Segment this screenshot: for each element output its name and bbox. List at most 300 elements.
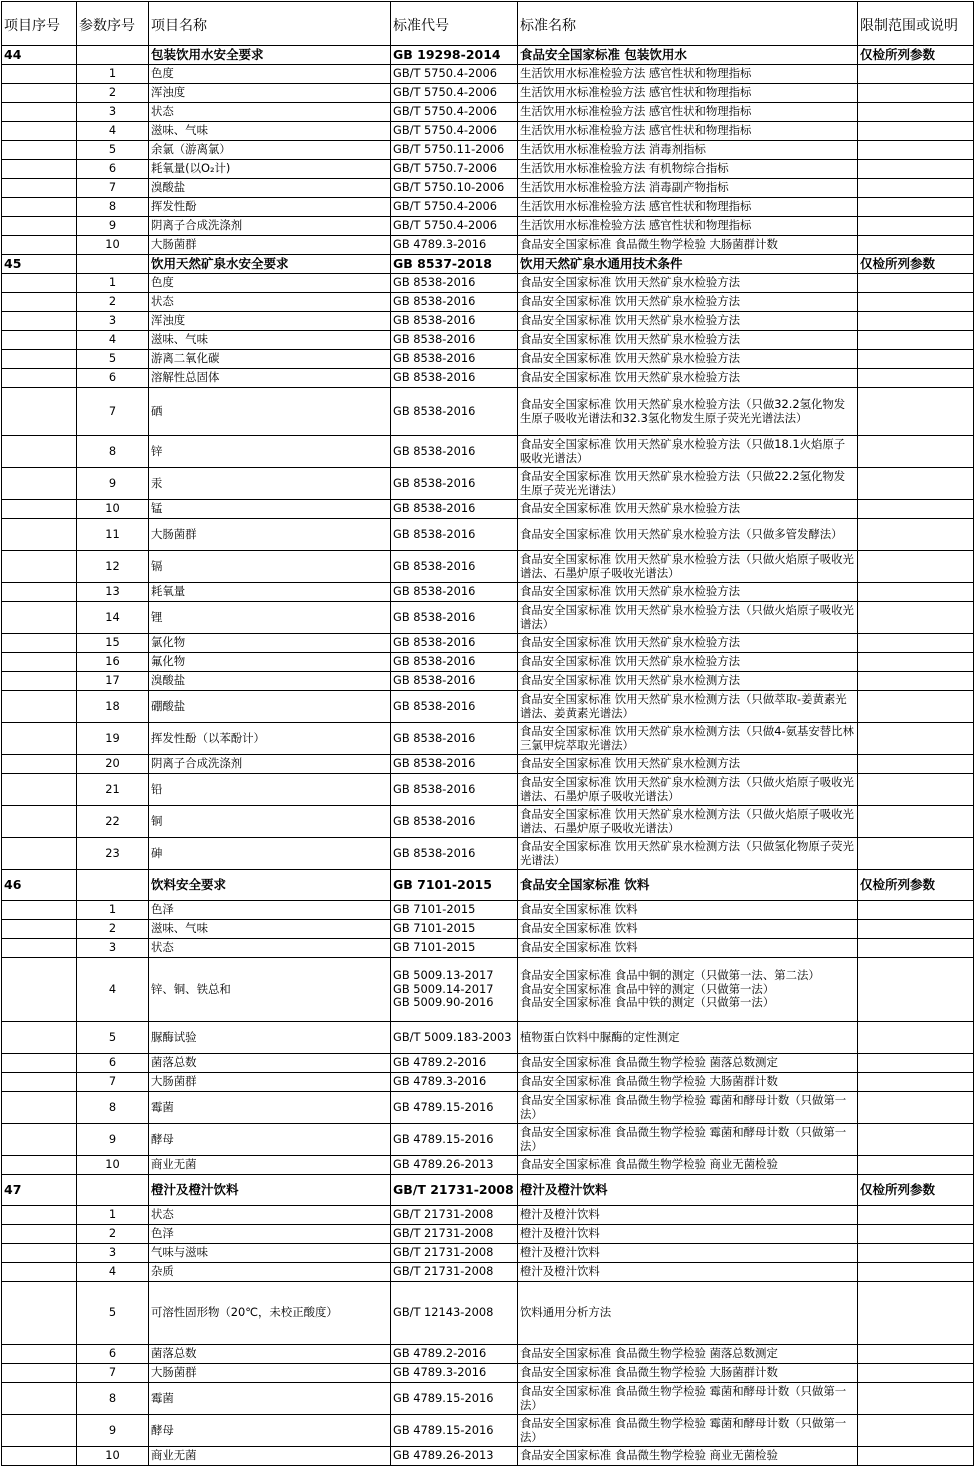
limit-note-cell <box>858 122 974 141</box>
param-no-cell: 6 <box>77 369 149 388</box>
project-no-cell <box>2 65 77 84</box>
parameter-row <box>2 1447 974 1466</box>
standard-name-cell: 食品安全国家标准 饮用天然矿泉水检测方法（只做火焰原子吸收光谱法、石墨炉原子吸收光谱法） <box>518 806 858 838</box>
param-no-cell <box>77 255 149 274</box>
item-name-cell: 状态 <box>149 1206 391 1225</box>
parameter-row <box>2 634 974 653</box>
standard-code-cell: GB 4789.3-2016 <box>391 1364 518 1383</box>
header-row <box>2 2 974 46</box>
param-no-cell: 3 <box>77 1244 149 1263</box>
param-no-cell <box>77 46 149 65</box>
project-no-cell <box>2 653 77 672</box>
project-no-cell: 44 <box>2 46 77 65</box>
standard-code-cell: GB 8538-2016 <box>391 436 518 468</box>
limit-note-cell <box>858 551 974 583</box>
parameter-row <box>2 179 974 198</box>
standard-name-cell: 食品安全国家标准 饮用天然矿泉水检验方法 <box>518 369 858 388</box>
table-body <box>2 46 974 1466</box>
item-name-cell: 溴酸盐 <box>149 672 391 691</box>
limit-note-cell <box>858 634 974 653</box>
param-no-cell: 7 <box>77 179 149 198</box>
project-no-cell <box>2 1206 77 1225</box>
project-no-cell <box>2 602 77 634</box>
project-no-cell <box>2 369 77 388</box>
standard-name-cell: 食品安全国家标准 饮料 <box>518 920 858 939</box>
parameter-row <box>2 551 974 583</box>
standard-name-cell: 食品安全国家标准 饮用天然矿泉水检验方法 <box>518 293 858 312</box>
project-no-cell <box>2 920 77 939</box>
standard-name-cell: 食品安全国家标准 饮料 <box>518 870 858 901</box>
parameter-row <box>2 920 974 939</box>
limit-note-cell: 仅检所列参数 <box>858 1175 974 1206</box>
parameter-row <box>2 236 974 255</box>
param-no-cell: 7 <box>77 1073 149 1092</box>
item-name-cell: 浑浊度 <box>149 84 391 103</box>
param-no-cell <box>77 870 149 901</box>
limit-note-cell <box>858 65 974 84</box>
project-no-cell <box>2 1263 77 1282</box>
parameter-row <box>2 1124 974 1156</box>
item-name-cell: 饮料安全要求 <box>149 870 391 901</box>
parameter-row <box>2 901 974 920</box>
standard-code-cell: GB 8538-2016 <box>391 672 518 691</box>
header-standard-name: 标准名称 <box>518 2 858 46</box>
project-no-cell <box>2 1415 77 1447</box>
project-no-cell <box>2 774 77 806</box>
standard-code-cell: GB 8537-2018 <box>391 255 518 274</box>
standard-code-cell: GB 8538-2016 <box>391 723 518 755</box>
project-no-cell <box>2 1073 77 1092</box>
project-no-cell <box>2 103 77 122</box>
item-name-cell: 大肠菌群 <box>149 236 391 255</box>
standard-name-cell: 生活饮用水标准检验方法 感官性状和物理指标 <box>518 65 858 84</box>
parameter-row <box>2 583 974 602</box>
parameter-row <box>2 1364 974 1383</box>
param-no-cell: 10 <box>77 1156 149 1175</box>
limit-note-cell <box>858 672 974 691</box>
standard-code-cell: GB 8538-2016 <box>391 774 518 806</box>
standard-name-cell: 食品安全国家标准 饮料 <box>518 939 858 958</box>
param-no-cell: 13 <box>77 583 149 602</box>
parameter-row <box>2 1415 974 1447</box>
limit-note-cell <box>858 84 974 103</box>
standard-name-cell: 食品安全国家标准 饮用天然矿泉水检验方法 <box>518 583 858 602</box>
parameter-row <box>2 838 974 870</box>
param-no-cell: 8 <box>77 198 149 217</box>
param-no-cell: 6 <box>77 1054 149 1073</box>
item-name-cell: 溶解性总固体 <box>149 369 391 388</box>
parameter-row <box>2 1022 974 1054</box>
limit-note-cell <box>858 653 974 672</box>
standard-name-cell: 食品安全国家标准 饮用天然矿泉水检验方法 <box>518 653 858 672</box>
parameter-row <box>2 958 974 1022</box>
project-no-cell <box>2 838 77 870</box>
limit-note-cell <box>858 179 974 198</box>
standard-code-cell: GB 4789.2-2016 <box>391 1345 518 1364</box>
standard-name-cell: 生活饮用水标准检验方法 感官性状和物理指标 <box>518 198 858 217</box>
limit-note-cell <box>858 755 974 774</box>
parameter-row <box>2 122 974 141</box>
item-name-cell: 商业无菌 <box>149 1156 391 1175</box>
standard-name-cell: 食品安全国家标准 食品微生物学检验 大肠菌群计数 <box>518 1364 858 1383</box>
item-name-cell: 菌落总数 <box>149 1054 391 1073</box>
item-name-cell: 挥发性酚 <box>149 198 391 217</box>
project-no-cell <box>2 331 77 350</box>
project-no-cell <box>2 312 77 331</box>
standard-name-cell: 饮料通用分析方法 <box>518 1282 858 1345</box>
standard-code-cell: GB 4789.2-2016 <box>391 1054 518 1073</box>
param-no-cell: 10 <box>77 236 149 255</box>
project-no-cell: 46 <box>2 870 77 901</box>
limit-note-cell <box>858 436 974 468</box>
standard-name-cell: 食品安全国家标准 食品微生物学检验 菌落总数测定 <box>518 1054 858 1073</box>
project-no-cell <box>2 958 77 1022</box>
param-no-cell: 22 <box>77 806 149 838</box>
standard-name-cell: 食品安全国家标准 饮用天然矿泉水检测方法（只做4-氨基安替比林三氯甲烷萃取光谱法） <box>518 723 858 755</box>
standard-code-cell: GB 7101-2015 <box>391 870 518 901</box>
standard-name-cell: 食品安全国家标准 饮用天然矿泉水检验方法 <box>518 331 858 350</box>
standard-code-cell: GB 19298-2014 <box>391 46 518 65</box>
project-no-cell <box>2 179 77 198</box>
limit-note-cell <box>858 198 974 217</box>
param-no-cell: 16 <box>77 653 149 672</box>
standard-code-cell: GB 8538-2016 <box>391 331 518 350</box>
standard-code-cell: GB 8538-2016 <box>391 293 518 312</box>
param-no-cell: 17 <box>77 672 149 691</box>
project-no-cell <box>2 160 77 179</box>
item-name-cell: 耗氧量 <box>149 583 391 602</box>
param-no-cell: 8 <box>77 1383 149 1415</box>
parameter-row <box>2 1156 974 1175</box>
project-no-cell <box>2 1022 77 1054</box>
parameter-row <box>2 1054 974 1073</box>
param-no-cell: 6 <box>77 160 149 179</box>
item-name-cell: 滋味、气味 <box>149 122 391 141</box>
limit-note-cell <box>858 1282 974 1345</box>
header-item-name: 项目名称 <box>149 2 391 46</box>
project-no-cell <box>2 1124 77 1156</box>
item-name-cell: 镉 <box>149 551 391 583</box>
standard-code-cell: GB 5009.13-2017 GB 5009.14-2017 GB 5009.90-2016 <box>391 958 518 1022</box>
param-no-cell: 6 <box>77 1345 149 1364</box>
project-no-cell <box>2 274 77 293</box>
parameter-row <box>2 755 974 774</box>
standard-name-cell: 生活饮用水标准检验方法 有机物综合指标 <box>518 160 858 179</box>
item-name-cell: 挥发性酚（以苯酚计） <box>149 723 391 755</box>
standard-code-cell: GB/T 5750.10-2006 <box>391 179 518 198</box>
standard-name-cell: 生活饮用水标准检验方法 感官性状和物理指标 <box>518 84 858 103</box>
parameter-row <box>2 274 974 293</box>
standard-name-cell: 食品安全国家标准 饮用天然矿泉水检验方法（只做多管发酵法） <box>518 519 858 551</box>
standard-code-cell: GB 4789.26-2013 <box>391 1447 518 1466</box>
project-no-cell <box>2 236 77 255</box>
limit-note-cell <box>858 468 974 500</box>
limit-note-cell <box>858 312 974 331</box>
limit-note-cell <box>858 1225 974 1244</box>
limit-note-cell <box>858 806 974 838</box>
item-name-cell: 游离二氧化碳 <box>149 350 391 369</box>
param-no-cell: 5 <box>77 1282 149 1345</box>
item-name-cell: 色泽 <box>149 901 391 920</box>
parameter-row <box>2 774 974 806</box>
standard-name-cell: 食品安全国家标准 食品微生物学检验 大肠菌群计数 <box>518 236 858 255</box>
standard-code-cell: GB/T 21731-2008 <box>391 1175 518 1206</box>
item-name-cell: 溴酸盐 <box>149 179 391 198</box>
limit-note-cell: 仅检所列参数 <box>858 46 974 65</box>
project-no-cell <box>2 939 77 958</box>
standard-name-cell: 生活饮用水标准检验方法 感官性状和物理指标 <box>518 122 858 141</box>
standard-code-cell: GB 7101-2015 <box>391 901 518 920</box>
limit-note-cell <box>858 1022 974 1054</box>
limit-note-cell <box>858 388 974 436</box>
standard-name-cell: 食品安全国家标准 饮用天然矿泉水检验方法 <box>518 350 858 369</box>
limit-note-cell: 仅检所列参数 <box>858 255 974 274</box>
parameter-row <box>2 672 974 691</box>
item-name-cell: 耗氧量(以O₂计) <box>149 160 391 179</box>
parameter-row <box>2 602 974 634</box>
item-name-cell: 商业无菌 <box>149 1447 391 1466</box>
standard-name-cell: 橙汁及橙汁饮料 <box>518 1244 858 1263</box>
param-no-cell: 14 <box>77 602 149 634</box>
standard-name-cell: 食品安全国家标准 食品中铜的测定（只做第一法、第二法） 食品安全国家标准 食品中锌的测定（只做第一法） 食品安全国家标准 食品中铁的测定（只做第一法） <box>518 958 858 1022</box>
project-no-cell <box>2 634 77 653</box>
standard-name-cell: 食品安全国家标准 食品微生物学检验 霉菌和酵母计数（只做第一法） <box>518 1415 858 1447</box>
item-name-cell: 铜 <box>149 806 391 838</box>
item-name-cell: 杂质 <box>149 1263 391 1282</box>
standard-code-cell: GB/T 5009.183-2003 <box>391 1022 518 1054</box>
standard-name-cell: 食品安全国家标准 饮用天然矿泉水检测方法（只做火焰原子吸收光谱法、石墨炉原子吸收光谱法） <box>518 774 858 806</box>
item-name-cell: 锰 <box>149 500 391 519</box>
parameter-row <box>2 331 974 350</box>
param-no-cell: 4 <box>77 1263 149 1282</box>
standard-code-cell: GB/T 12143-2008 <box>391 1282 518 1345</box>
standard-name-cell: 食品安全国家标准 饮用天然矿泉水检验方法（只做火焰原子吸收光谱法） <box>518 602 858 634</box>
param-no-cell: 3 <box>77 312 149 331</box>
param-no-cell: 1 <box>77 1206 149 1225</box>
standard-name-cell: 食品安全国家标准 饮用天然矿泉水检测方法（只做萃取-姜黄素光谱法、姜黄素光谱法） <box>518 691 858 723</box>
standard-code-cell: GB/T 21731-2008 <box>391 1263 518 1282</box>
limit-note-cell <box>858 1206 974 1225</box>
parameter-row <box>2 1206 974 1225</box>
project-no-cell <box>2 500 77 519</box>
param-no-cell: 15 <box>77 634 149 653</box>
project-no-cell <box>2 1345 77 1364</box>
item-name-cell: 氟化物 <box>149 653 391 672</box>
param-no-cell: 11 <box>77 519 149 551</box>
limit-note-cell <box>858 1092 974 1124</box>
project-no-cell <box>2 122 77 141</box>
project-no-cell <box>2 217 77 236</box>
parameter-row <box>2 84 974 103</box>
limit-note-cell <box>858 691 974 723</box>
project-no-cell <box>2 1447 77 1466</box>
parameter-row <box>2 691 974 723</box>
standard-code-cell: GB 8538-2016 <box>391 838 518 870</box>
standard-code-cell: GB/T 21731-2008 <box>391 1225 518 1244</box>
project-no-cell <box>2 691 77 723</box>
item-name-cell: 浑浊度 <box>149 312 391 331</box>
item-name-cell: 状态 <box>149 293 391 312</box>
standard-name-cell: 生活饮用水标准检验方法 消毒剂指标 <box>518 141 858 160</box>
item-name-cell: 酵母 <box>149 1415 391 1447</box>
standard-code-cell: GB/T 5750.4-2006 <box>391 84 518 103</box>
param-no-cell: 2 <box>77 1225 149 1244</box>
standard-code-cell: GB/T 5750.4-2006 <box>391 65 518 84</box>
standard-code-cell: GB 8538-2016 <box>391 519 518 551</box>
project-no-cell <box>2 84 77 103</box>
project-no-cell <box>2 388 77 436</box>
standard-code-cell: GB 4789.3-2016 <box>391 1073 518 1092</box>
param-no-cell: 4 <box>77 122 149 141</box>
param-no-cell: 2 <box>77 293 149 312</box>
standard-code-cell: GB 8538-2016 <box>391 691 518 723</box>
standard-code-cell: GB 8538-2016 <box>391 583 518 602</box>
parameter-row <box>2 436 974 468</box>
project-no-cell <box>2 1092 77 1124</box>
param-no-cell: 5 <box>77 1022 149 1054</box>
param-no-cell: 1 <box>77 901 149 920</box>
param-no-cell: 9 <box>77 468 149 500</box>
item-name-cell: 可溶性固形物（20℃，未校正酸度） <box>149 1282 391 1345</box>
item-name-cell: 阴离子合成洗涤剂 <box>149 755 391 774</box>
standard-name-cell: 生活饮用水标准检验方法 感官性状和物理指标 <box>518 103 858 122</box>
standard-name-cell: 食品安全国家标准 饮用天然矿泉水检测方法 <box>518 672 858 691</box>
limit-note-cell <box>858 350 974 369</box>
param-no-cell: 3 <box>77 939 149 958</box>
param-no-cell: 1 <box>77 65 149 84</box>
standard-code-cell: GB 8538-2016 <box>391 551 518 583</box>
parameter-row <box>2 1225 974 1244</box>
standard-name-cell: 食品安全国家标准 食品微生物学检验 商业无菌检验 <box>518 1447 858 1466</box>
item-name-cell: 余氯（游离氯） <box>149 141 391 160</box>
item-name-cell: 氯化物 <box>149 634 391 653</box>
item-name-cell: 状态 <box>149 103 391 122</box>
project-no-cell <box>2 806 77 838</box>
standard-name-cell: 食品安全国家标准 饮料 <box>518 901 858 920</box>
item-name-cell: 铅 <box>149 774 391 806</box>
parameter-row <box>2 65 974 84</box>
item-name-cell: 色度 <box>149 65 391 84</box>
project-no-cell <box>2 519 77 551</box>
standard-name-cell: 食品安全国家标准 食品微生物学检验 大肠菌群计数 <box>518 1073 858 1092</box>
standard-name-cell: 饮用天然矿泉水通用技术条件 <box>518 255 858 274</box>
parameter-row <box>2 293 974 312</box>
standard-name-cell: 食品安全国家标准 食品微生物学检验 霉菌和酵母计数（只做第一法） <box>518 1383 858 1415</box>
param-no-cell: 2 <box>77 920 149 939</box>
param-no-cell: 8 <box>77 1092 149 1124</box>
limit-note-cell <box>858 500 974 519</box>
project-no-cell <box>2 198 77 217</box>
item-name-cell: 大肠菌群 <box>149 1073 391 1092</box>
standard-name-cell: 食品安全国家标准 饮用天然矿泉水检验方法（只做32.2氢化物发生原子吸收光谱法和32.3氢化物发生原子荧光光谱法法） <box>518 388 858 436</box>
param-no-cell: 10 <box>77 1447 149 1466</box>
limit-note-cell <box>858 583 974 602</box>
standard-name-cell: 食品安全国家标准 食品微生物学检验 霉菌和酵母计数（只做第一法） <box>518 1092 858 1124</box>
param-no-cell: 8 <box>77 436 149 468</box>
param-no-cell: 4 <box>77 331 149 350</box>
limit-note-cell <box>858 236 974 255</box>
limit-note-cell <box>858 1054 974 1073</box>
standard-code-cell: GB 8538-2016 <box>391 350 518 369</box>
project-no-cell <box>2 755 77 774</box>
parameter-row <box>2 198 974 217</box>
param-no-cell: 7 <box>77 388 149 436</box>
param-no-cell: 1 <box>77 274 149 293</box>
limit-note-cell <box>858 1156 974 1175</box>
standard-code-cell: GB 8538-2016 <box>391 653 518 672</box>
item-name-cell: 硼酸盐 <box>149 691 391 723</box>
standard-code-cell: GB/T 5750.4-2006 <box>391 103 518 122</box>
limit-note-cell <box>858 1345 974 1364</box>
standard-code-cell: GB 8538-2016 <box>391 634 518 653</box>
parameter-row <box>2 1383 974 1415</box>
item-name-cell: 气味与滋味 <box>149 1244 391 1263</box>
standard-name-cell: 食品安全国家标准 饮用天然矿泉水检测方法（只做氢化物原子荧光光谱法） <box>518 838 858 870</box>
standard-name-cell: 生活饮用水标准检验方法 消毒副产物指标 <box>518 179 858 198</box>
standard-name-cell: 食品安全国家标准 饮用天然矿泉水检验方法（只做火焰原子吸收光谱法、石墨炉原子吸收光谱法） <box>518 551 858 583</box>
standard-code-cell: GB/T 5750.7-2006 <box>391 160 518 179</box>
param-no-cell: 5 <box>77 141 149 160</box>
item-name-cell: 锂 <box>149 602 391 634</box>
standard-code-cell: GB/T 21731-2008 <box>391 1244 518 1263</box>
standard-name-cell: 橙汁及橙汁饮料 <box>518 1263 858 1282</box>
project-no-cell <box>2 293 77 312</box>
standard-name-cell: 食品安全国家标准 食品微生物学检验 菌落总数测定 <box>518 1345 858 1364</box>
header-limit-note: 限制范围或说明 <box>858 2 974 46</box>
item-name-cell: 锌、铜、铁总和 <box>149 958 391 1022</box>
limit-note-cell <box>858 1073 974 1092</box>
standard-name-cell: 食品安全国家标准 饮用天然矿泉水检验方法 <box>518 634 858 653</box>
item-name-cell: 酵母 <box>149 1124 391 1156</box>
limit-note-cell <box>858 901 974 920</box>
limit-note-cell: 仅检所列参数 <box>858 870 974 901</box>
standard-name-cell: 食品安全国家标准 饮用天然矿泉水检测方法 <box>518 755 858 774</box>
item-name-cell: 滋味、气味 <box>149 331 391 350</box>
standard-name-cell: 橙汁及橙汁饮料 <box>518 1206 858 1225</box>
standard-code-cell: GB 4789.15-2016 <box>391 1092 518 1124</box>
parameter-row <box>2 723 974 755</box>
limit-note-cell <box>858 1364 974 1383</box>
param-no-cell: 7 <box>77 1364 149 1383</box>
standard-code-cell: GB 8538-2016 <box>391 602 518 634</box>
header-standard-code: 标准代号 <box>391 2 518 46</box>
limit-note-cell <box>858 369 974 388</box>
standard-name-cell: 橙汁及橙汁饮料 <box>518 1175 858 1206</box>
limit-note-cell <box>858 1447 974 1466</box>
standard-name-cell: 食品安全国家标准 饮用天然矿泉水检验方法（只做18.1火焰原子吸收光谱法） <box>518 436 858 468</box>
parameter-row <box>2 103 974 122</box>
limit-note-cell <box>858 217 974 236</box>
item-name-cell: 橙汁及橙汁饮料 <box>149 1175 391 1206</box>
standard-code-cell: GB/T 5750.4-2006 <box>391 122 518 141</box>
standard-name-cell: 食品安全国家标准 包装饮用水 <box>518 46 858 65</box>
param-no-cell: 2 <box>77 84 149 103</box>
project-no-cell <box>2 583 77 602</box>
param-no-cell: 9 <box>77 217 149 236</box>
item-name-cell: 脲酶试验 <box>149 1022 391 1054</box>
standard-code-cell: GB 8538-2016 <box>391 274 518 293</box>
item-name-cell: 色度 <box>149 274 391 293</box>
limit-note-cell <box>858 519 974 551</box>
limit-note-cell <box>858 939 974 958</box>
item-name-cell: 霉菌 <box>149 1383 391 1415</box>
project-no-cell <box>2 1156 77 1175</box>
item-name-cell: 菌落总数 <box>149 1345 391 1364</box>
project-no-cell <box>2 1225 77 1244</box>
project-no-cell <box>2 468 77 500</box>
item-name-cell: 饮用天然矿泉水安全要求 <box>149 255 391 274</box>
standard-code-cell: GB 4789.26-2013 <box>391 1156 518 1175</box>
